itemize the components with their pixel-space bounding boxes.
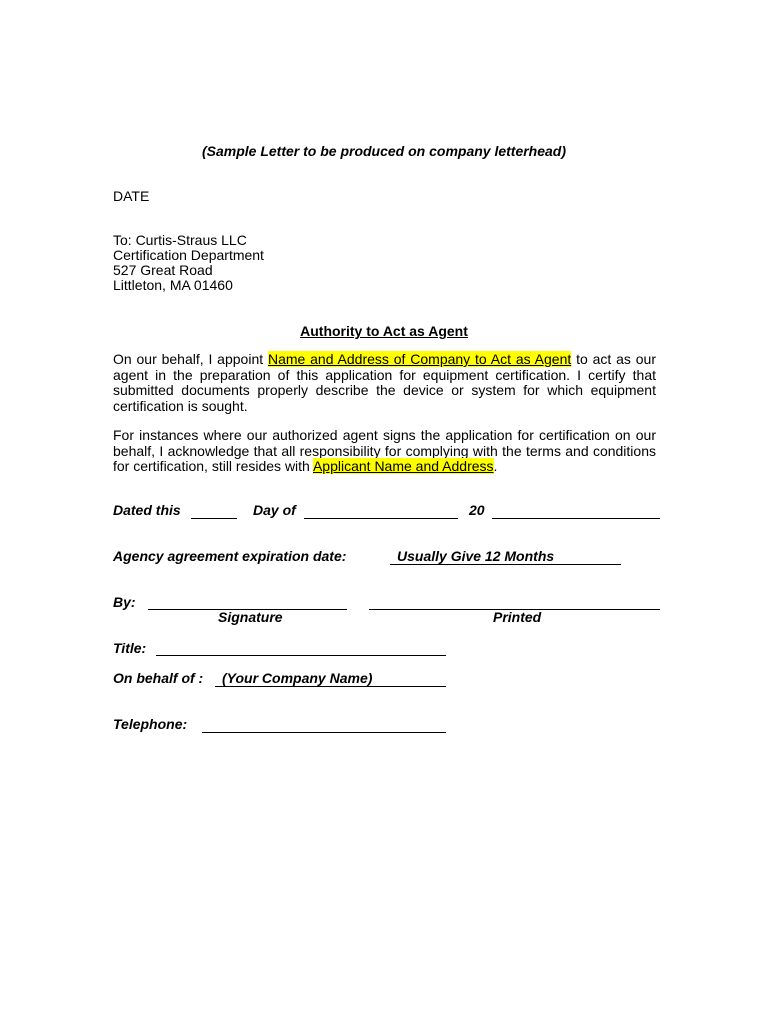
paragraph-text: For instances where our authorized agent signs the application for certification on our behalf, I acknowledge that all responsibility for complying with the terms and conditions for certification, still resides with: [113, 427, 656, 474]
year-prefix-label: 20: [469, 502, 485, 518]
appointment-paragraph: [113, 352, 656, 414]
telephone-blank[interactable]: [202, 732, 446, 733]
sample-letter-note: (Sample Letter to be produced on company letterhead): [201, 143, 567, 159]
paragraph-text: On our behalf, I appoint: [113, 351, 268, 367]
applicant-name-placeholder: Applicant Name and Address: [312, 458, 494, 474]
expiration-value: Usually Give 12 Months: [397, 548, 555, 564]
telephone-label: Telephone:: [113, 716, 188, 732]
expiration-blank[interactable]: [390, 564, 621, 565]
address-line: Certification Department: [113, 247, 264, 263]
day-of-label: Day of: [253, 502, 296, 518]
company-name-placeholder: (Your Company Name): [222, 670, 373, 686]
signature-caption: Signature: [218, 609, 283, 625]
paragraph-text: to act as our agent in the preparation of this application for equipment certification. I certify that submitted documents properly describe the device or system for which equipment certification is sought.: [113, 351, 656, 414]
date-label: DATE: [113, 188, 150, 204]
paragraph-text: .: [493, 458, 498, 474]
responsibility-paragraph: [113, 428, 656, 475]
recipient-address: [113, 233, 264, 293]
by-label: By:: [113, 594, 136, 610]
dated-this-label: Dated this: [113, 502, 181, 518]
expiration-label: Agency agreement expiration date:: [113, 548, 347, 564]
letter-heading: Authority to Act as Agent: [300, 323, 468, 339]
title-blank[interactable]: [156, 655, 446, 656]
on-behalf-blank[interactable]: [215, 686, 446, 687]
address-line: 527 Great Road: [113, 262, 213, 278]
day-of-blank[interactable]: [304, 518, 458, 519]
address-line: To: Curtis-Straus LLC: [113, 232, 247, 248]
on-behalf-label: On behalf of :: [113, 670, 204, 686]
title-label: Title:: [113, 640, 147, 656]
printed-caption: Printed: [493, 609, 542, 625]
year-blank[interactable]: [492, 518, 660, 519]
address-line: Littleton, MA 01460: [113, 277, 233, 293]
dated-this-blank[interactable]: [191, 518, 237, 519]
agent-name-placeholder: Name and Address of Company to Act as Agent: [267, 351, 572, 367]
